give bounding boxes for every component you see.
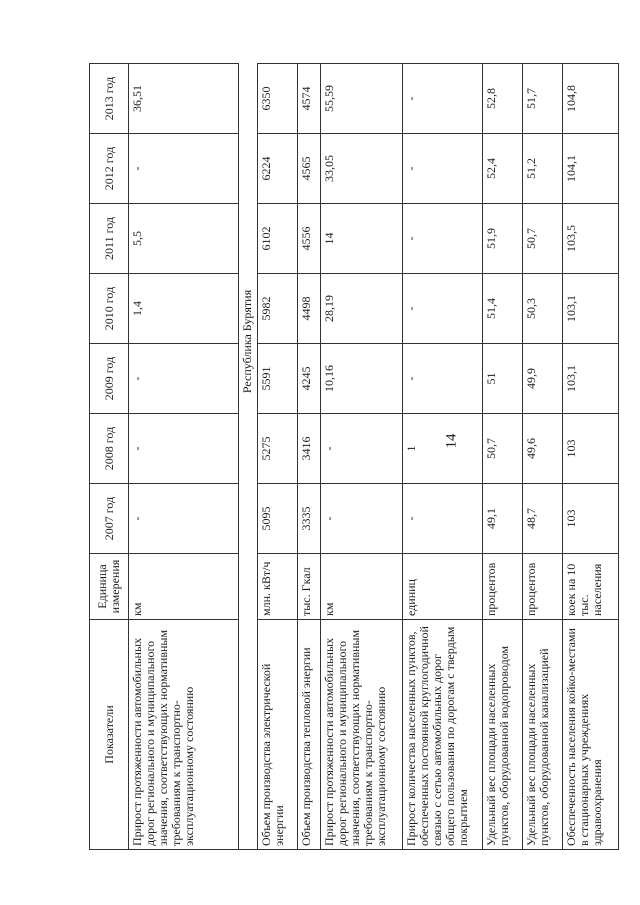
value-cell: - <box>129 344 239 414</box>
value-cell: 4498 <box>297 274 320 344</box>
value-cell: 103 <box>562 414 619 484</box>
value-cell: 55,59 <box>320 64 402 134</box>
value-cell: - <box>129 484 239 554</box>
value-cell: 4556 <box>297 204 320 274</box>
table-row <box>258 64 298 850</box>
rotated-table-container <box>89 64 619 850</box>
header-row <box>90 64 129 850</box>
header-cell: 2008 год <box>90 414 129 484</box>
value-cell: 4565 <box>297 134 320 204</box>
value-cell: 4574 <box>297 64 320 134</box>
value-cell: - <box>402 134 482 204</box>
value-cell: - <box>129 414 239 484</box>
unit-cell: процентов <box>482 554 522 620</box>
value-cell: 5275 <box>258 414 298 484</box>
unit-cell: коек на 10 тыс. населения <box>562 554 619 620</box>
unit-cell: км <box>129 554 239 620</box>
table-row <box>522 64 562 850</box>
value-cell: 10,16 <box>320 344 402 414</box>
indicator-cell: Объем производства тепловой энергии <box>297 620 320 850</box>
value-cell: 51,9 <box>482 204 522 274</box>
region-label: Республика Бурятия <box>239 64 258 620</box>
header-cell: 2012 год <box>90 134 129 204</box>
value-cell: 103,5 <box>562 204 619 274</box>
value-cell: 6350 <box>258 64 298 134</box>
value-cell: 28,19 <box>320 274 402 344</box>
value-cell: 3416 <box>297 414 320 484</box>
value-cell: - <box>402 344 482 414</box>
header-cell: Единица измерения <box>90 554 129 620</box>
value-cell: 103,1 <box>562 274 619 344</box>
indicators-table <box>89 63 619 850</box>
value-cell: 5591 <box>258 344 298 414</box>
value-cell: 14 <box>320 204 402 274</box>
value-cell: - <box>320 484 402 554</box>
value-cell: - <box>402 204 482 274</box>
value-cell: 50,7 <box>522 204 562 274</box>
value-cell: 51,2 <box>522 134 562 204</box>
unit-cell: км <box>320 554 402 620</box>
unit-cell: процентов <box>522 554 562 620</box>
value-cell: 33,05 <box>320 134 402 204</box>
header-cell: 2009 год <box>90 344 129 414</box>
value-cell: 36,51 <box>129 64 239 134</box>
value-cell: 1 <box>402 414 482 484</box>
value-cell: 52,8 <box>482 64 522 134</box>
value-cell: 49,1 <box>482 484 522 554</box>
value-cell: 48,7 <box>522 484 562 554</box>
unit-cell: единиц <box>402 554 482 620</box>
indicator-cell: Удельный вес площади населенных пунктов, оборудованной канализацией <box>522 620 562 850</box>
value-cell: 104,8 <box>562 64 619 134</box>
value-cell: 49,9 <box>522 344 562 414</box>
region-row <box>239 64 258 850</box>
value-cell: 4245 <box>297 344 320 414</box>
region-spacer <box>239 620 258 850</box>
header-cell: Показатели <box>90 620 129 850</box>
value-cell: 5095 <box>258 484 298 554</box>
header-cell: 2007 год <box>90 484 129 554</box>
value-cell: 50,7 <box>482 414 522 484</box>
unit-cell: тыс. Гкал <box>297 554 320 620</box>
value-cell: 5982 <box>258 274 298 344</box>
value-cell: 1,4 <box>129 274 239 344</box>
value-cell: 51,7 <box>522 64 562 134</box>
header-cell: 2011 год <box>90 204 129 274</box>
indicator-cell: Прирост протяженности автомобильных дорог регионального и муниципального значения, соответствующих нормативным требованиям к транспортно-эксплуатационному состоянию <box>320 620 402 850</box>
value-cell: 49,6 <box>522 414 562 484</box>
value-cell: 6224 <box>258 134 298 204</box>
indicator-cell: Прирост протяженности автомобильных дорог регионального и муниципального значения, соответствующих нормативным требованиям к транспортно-эксплуатационному состоянию <box>129 620 239 850</box>
indicator-cell: Прирост количества населенных пунктов, обеспеченных постоянной круглогодичной связью с сетью автомобильных дорог общего пользования по дорогам с твердым покрытием <box>402 620 482 850</box>
value-cell: 51 <box>482 344 522 414</box>
value-cell: 51,4 <box>482 274 522 344</box>
unit-cell: млн. кВт/ч <box>258 554 298 620</box>
value-cell: 50,3 <box>522 274 562 344</box>
table-row <box>562 64 619 850</box>
table-row <box>320 64 402 850</box>
value-cell: 104,1 <box>562 134 619 204</box>
header-cell: 2010 год <box>90 274 129 344</box>
table-row <box>297 64 320 850</box>
indicator-cell: Объем производства электрической энергии <box>258 620 298 850</box>
table-row <box>482 64 522 850</box>
value-cell: 52,4 <box>482 134 522 204</box>
value-cell: - <box>402 274 482 344</box>
table-row <box>402 64 482 850</box>
value-cell: 103 <box>562 484 619 554</box>
page-number: 14 <box>443 433 460 449</box>
value-cell: - <box>402 484 482 554</box>
indicator-cell: Удельный вес площади населенных пунктов, оборудованной водопроводом <box>482 620 522 850</box>
value-cell: - <box>129 134 239 204</box>
value-cell: 5,5 <box>129 204 239 274</box>
value-cell: 3335 <box>297 484 320 554</box>
header-cell: 2013 год <box>90 64 129 134</box>
value-cell: - <box>402 64 482 134</box>
indicator-cell: Обеспеченность населения койко-местами в стационарных учреждениях здравоохранения <box>562 620 619 850</box>
table-row <box>129 64 239 850</box>
value-cell: - <box>320 414 402 484</box>
value-cell: 103,1 <box>562 344 619 414</box>
value-cell: 6102 <box>258 204 298 274</box>
